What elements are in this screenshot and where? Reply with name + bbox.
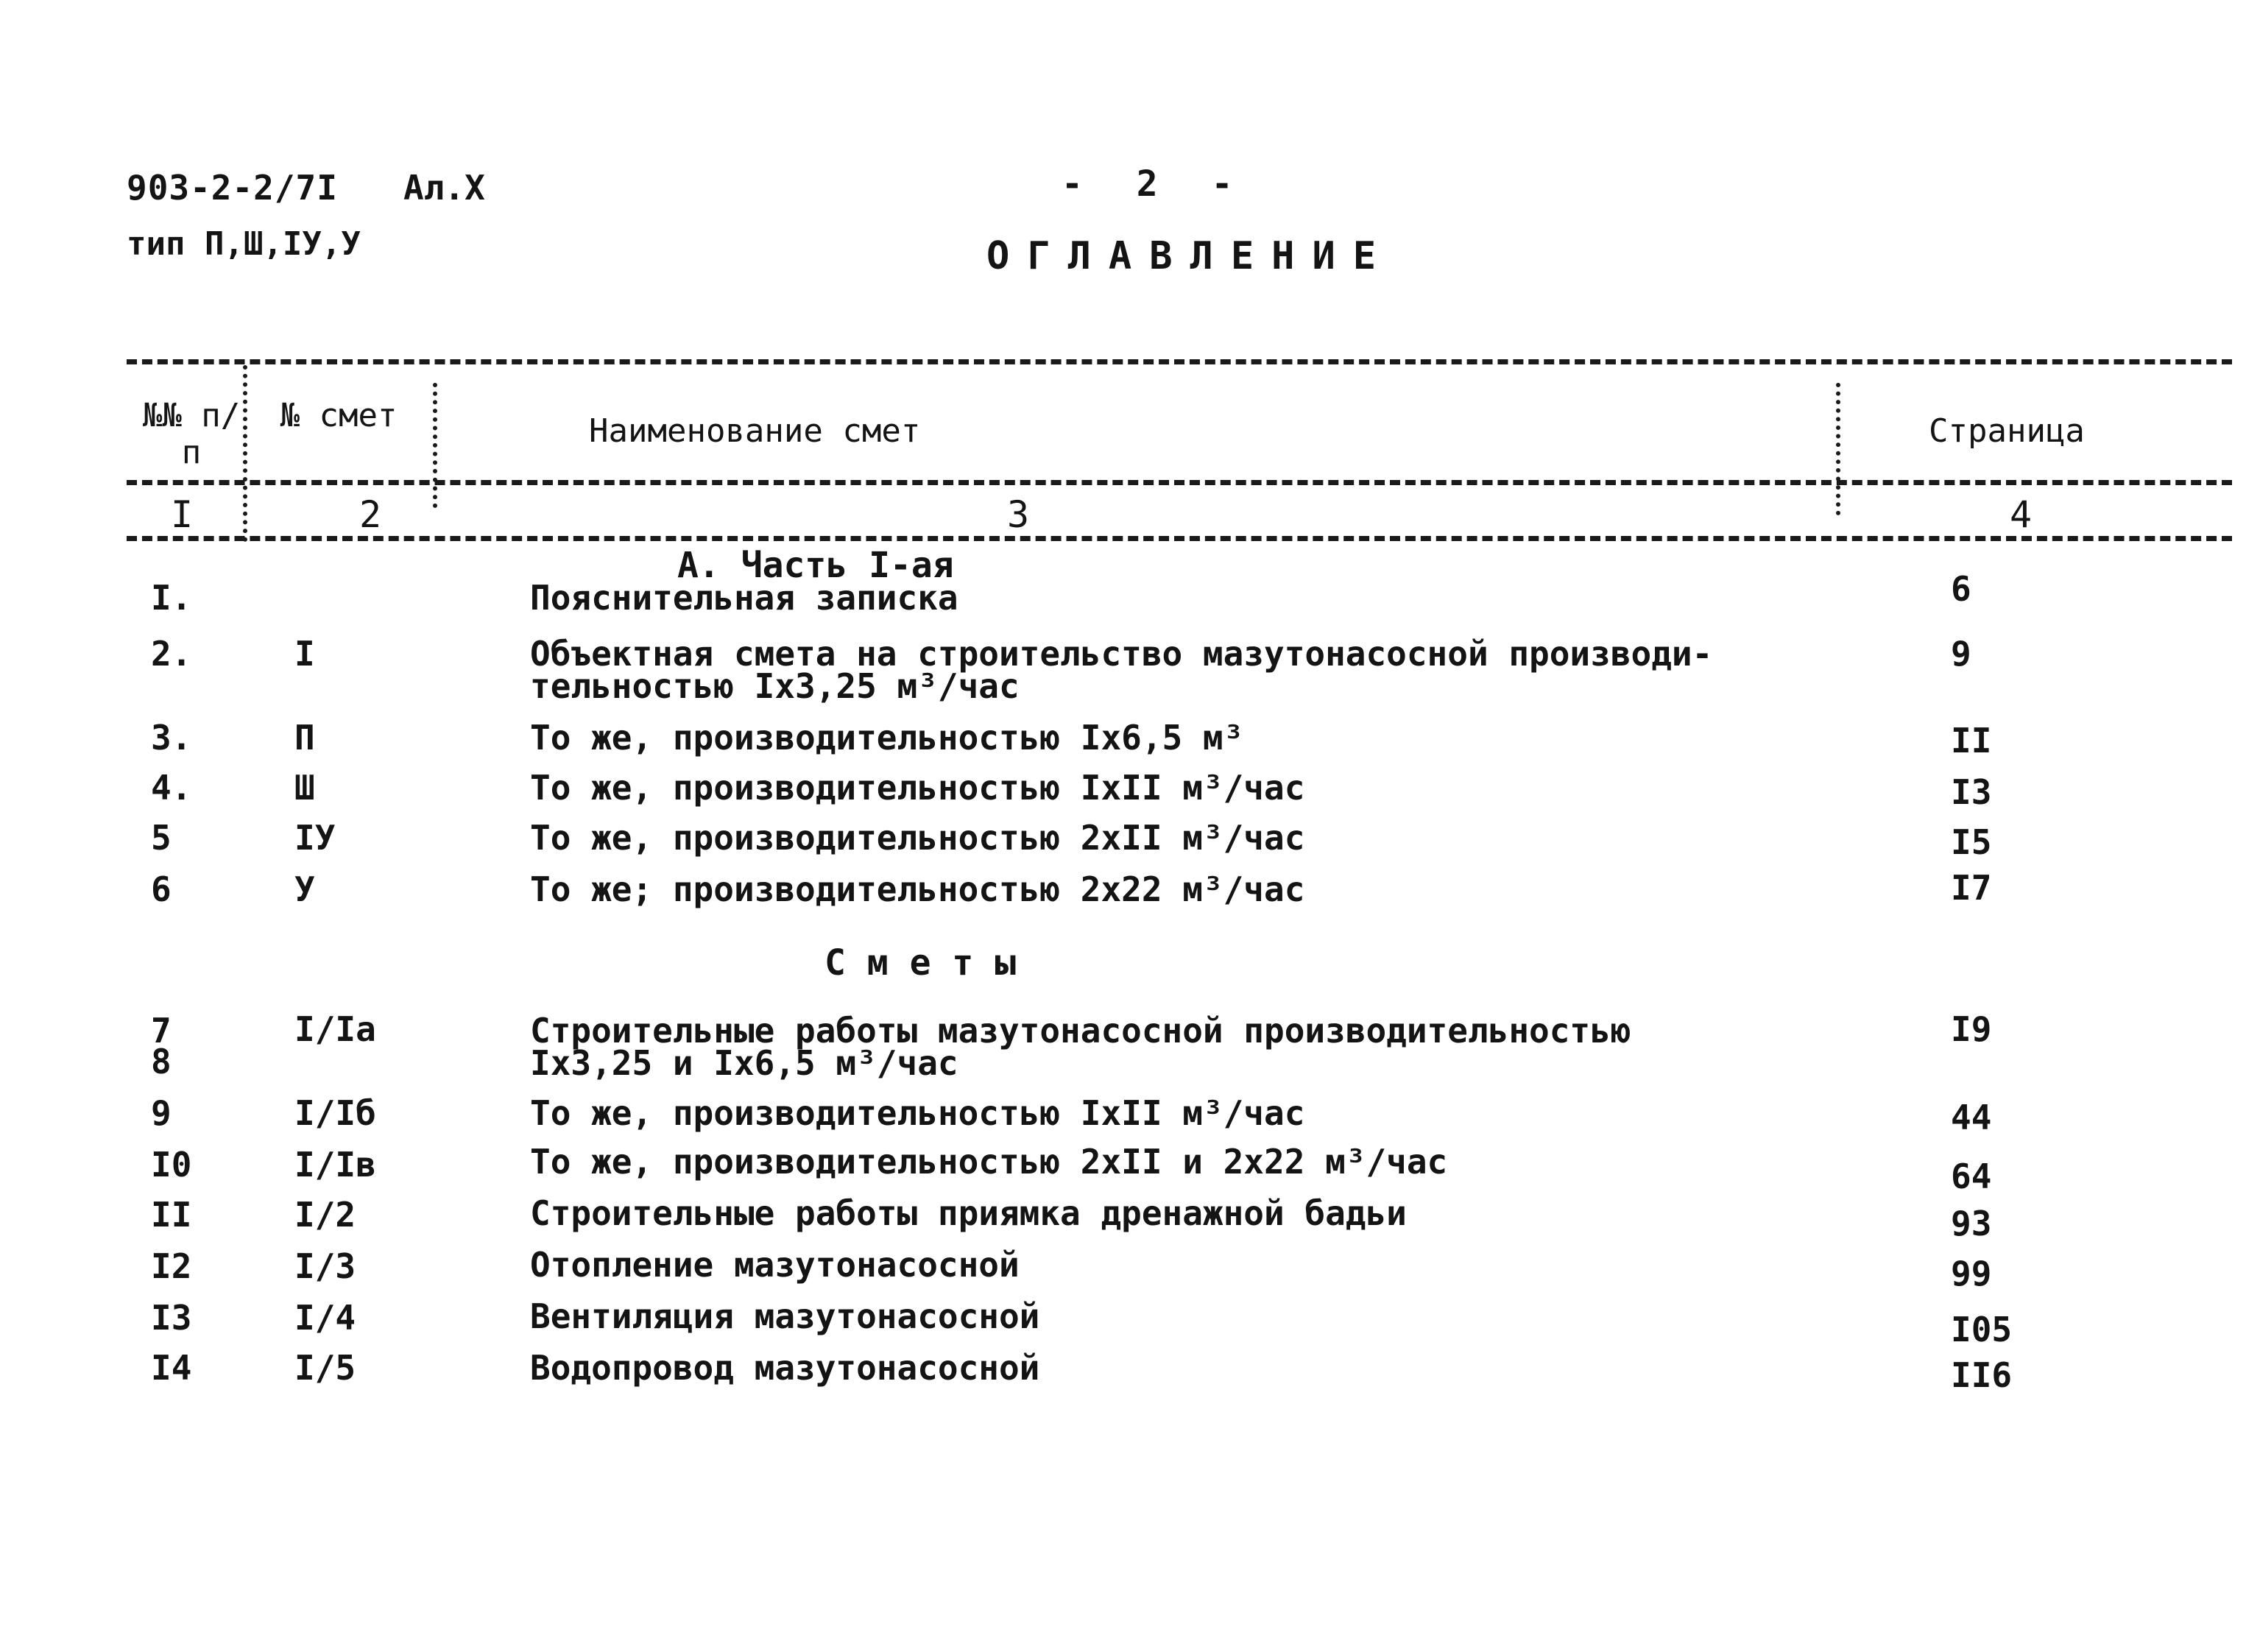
row-name: Строительные работы приямка дренажной бадьи — [530, 1193, 1407, 1233]
row-number: II — [151, 1195, 192, 1235]
page-title: ОГЛАВЛЕНИЕ — [986, 234, 1394, 278]
row-page: II6 — [1951, 1355, 2013, 1395]
row-name — [530, 634, 1713, 706]
row-name: То же, производительностью Iх6,5 м³ — [530, 718, 1244, 758]
row-name-line-1: Строительные работы мазутонасосной производительностью — [530, 1011, 1631, 1051]
row-estimate-number: I/Iа — [294, 1009, 376, 1049]
row-name: Водопровод мазутонасосной — [530, 1348, 1040, 1388]
row-page: I9 — [1951, 1009, 1992, 1049]
section-title-part-1: А. Часть I-ая — [677, 545, 954, 586]
header-divider-rule — [127, 480, 2232, 485]
row-name: То же, производительностью IхII м³/час — [530, 1093, 1305, 1133]
row-name: Пояснительная записка — [530, 578, 958, 618]
row-number: 6 — [151, 869, 172, 909]
row-number: I. — [151, 578, 192, 618]
row-number: I4 — [151, 1348, 192, 1388]
document-code: 903-2-2/7I — [127, 168, 338, 208]
row-name — [530, 1011, 1631, 1083]
section-title-estimates: С м е т ы — [824, 942, 1017, 984]
column-number-3: 3 — [1007, 493, 1030, 536]
row-number: 7 — [151, 1011, 172, 1051]
row-number: 3. — [151, 718, 192, 758]
column-number-1: I — [171, 493, 194, 536]
column-number-4: 4 — [2010, 493, 2033, 536]
header-bottom-rule — [127, 536, 2232, 541]
row-estimate-number: I/4 — [294, 1298, 356, 1338]
row-page: I3 — [1951, 772, 1992, 812]
row-name: Отопление мазутонасосной — [530, 1245, 1020, 1285]
document-types: тип П,Ш,IУ,У — [127, 225, 361, 263]
row-name-line-2: Iх3,25 и Iх6,5 м³/час — [530, 1043, 958, 1083]
row-name: То же; производительностью 2х22 м³/час — [530, 869, 1305, 909]
row-name: То же, производительностью 2хII и 2х22 м³/час — [530, 1142, 1448, 1182]
column-number-2: 2 — [359, 493, 382, 536]
row-page: 64 — [1951, 1157, 1992, 1196]
row-estimate-number: У — [294, 869, 315, 909]
row-estimate-number: Ш — [294, 768, 315, 808]
row-number: I3 — [151, 1298, 192, 1338]
row-estimate-number: I/5 — [294, 1348, 356, 1388]
row-estimate-number: I/3 — [294, 1246, 356, 1286]
column-header-page: Страница — [1929, 412, 2085, 450]
row-page: 99 — [1951, 1254, 1992, 1293]
row-number: 9 — [151, 1093, 172, 1133]
row-page: I05 — [1951, 1310, 2013, 1349]
row-estimate-number: П — [294, 718, 315, 758]
row-page: 44 — [1951, 1098, 1992, 1137]
row-page: I7 — [1951, 868, 1992, 908]
row-name-line-2: тельностью Iх3,25 м³/час — [530, 666, 1020, 706]
column-header-number: №№ п/п — [142, 397, 241, 471]
row-number: 2. — [151, 634, 192, 674]
column-divider — [433, 383, 437, 508]
table-top-rule — [127, 359, 2232, 364]
column-divider — [1836, 383, 1840, 515]
row-name: То же, производительностью IхII м³/час — [530, 768, 1305, 808]
row-page: 9 — [1951, 634, 1971, 674]
row-name: То же, производительностью 2хII м³/час — [530, 818, 1305, 858]
page-number: - 2 - — [1062, 163, 1249, 205]
row-number: 5 — [151, 818, 172, 858]
row-page: II — [1951, 721, 1992, 760]
row-estimate-number: I — [294, 634, 315, 674]
row-number-continued: 8 — [151, 1042, 172, 1081]
row-page: I5 — [1951, 822, 1992, 862]
row-number: 4. — [151, 768, 192, 808]
row-number: I2 — [151, 1246, 192, 1286]
column-header-estimate-number: № смет — [280, 397, 398, 434]
row-estimate-number: I/Iб — [294, 1093, 376, 1133]
row-estimate-number: IУ — [294, 818, 336, 858]
column-header-estimate-name: Наименование смет — [589, 412, 921, 450]
row-estimate-number: I/2 — [294, 1195, 356, 1235]
row-estimate-number: I/Iв — [294, 1145, 376, 1185]
album-number: Ал.Х — [403, 168, 485, 208]
row-page: 6 — [1951, 569, 1971, 609]
row-number: I0 — [151, 1145, 192, 1185]
row-page: 93 — [1951, 1204, 1992, 1243]
row-name-line-1: Объектная смета на строительство мазутонасосной производи- — [530, 634, 1713, 674]
row-name: Вентиляция мазутонасосной — [530, 1296, 1040, 1336]
